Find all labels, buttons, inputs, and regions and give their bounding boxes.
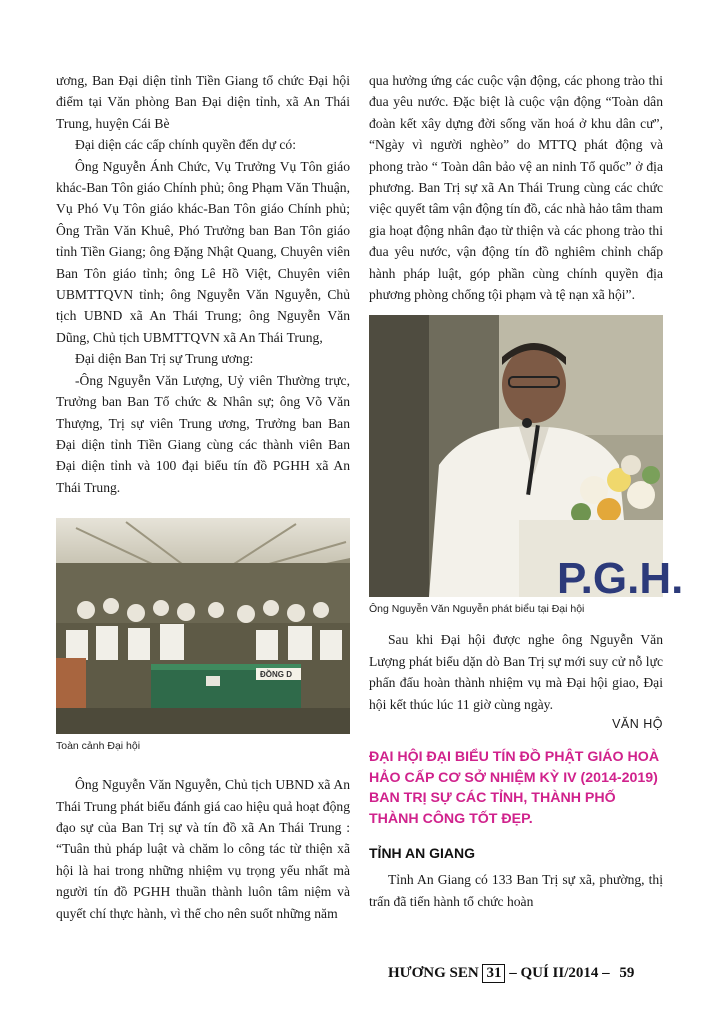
paragraph: Sau khi Đại hội được nghe ông Nguyễn Văn Lượng phát biểu dặn dò Ban Trị sự mới suy cử nỗ lực phấn đấu hoàn thành nhiệm vụ mà Đại hội giao, Đại hội kết thúc lúc 11 giờ cùng ngày. <box>369 632 663 712</box>
paragraph: Đại diện Ban Trị sự Trung ương: <box>75 351 254 367</box>
photo-caption: Toàn cảnh Đại hội <box>56 740 141 753</box>
photo-banner-text: P.G.H. <box>557 554 684 604</box>
speaker-photo <box>369 315 684 604</box>
speaker-illustration <box>369 315 684 604</box>
paragraph: Tỉnh An Giang có 133 Ban Trị sự xã, phường, thị trấn đã tiến hành tổ chức hoàn <box>369 872 663 909</box>
paragraph: -Ông Nguyễn Văn Lượng, Uỷ viên Thường trực, Trưởng ban Ban Tổ chức & Nhân sự; ông Võ Văn Thượng, Trị sự viên Trung ương, Trưởng ban Ban Đại diện tỉnh Tiền Giang cùng các thành viên Ban Đại diện tỉnh và 100 đại biểu tín đồ PGHH xã An Thái Trung. <box>56 372 350 495</box>
page-footer <box>388 964 688 983</box>
author-signature: VĂN HỘ <box>612 717 663 732</box>
article-headline: ĐẠI HỘI ĐẠI BIỂU TÍN ĐỒ PHẬT GIÁO HOÀ HẢO CẤP CƠ SỞ NHIỆM KỲ IV (2014-2019) BAN TRỊ SỰ CÁC TỈNH, THÀNH PHỐ THÀNH CÔNG TỐT ĐẸP. <box>369 749 660 827</box>
paragraph: qua hưởng ứng các cuộc vận động, các phong trào thi đua yêu nước. Đặc biệt là cuộc vận động “Toàn dân đoàn kết xây dựng đời sống văn hoá ở khu dân cư”, “Ngày vì người nghèo” do MTTQ phát động và phong trào “ Toàn dân bảo vệ an ninh Tổ quốc” ở địa phương. Ban Trị sự xã An Thái Trung cùng các chức việc quyết tâm vận động tín đồ, các nhà hảo tâm tham gia hoạt động nhân đạo từ thiện và các phong trào thi đua yêu nước, vận động tín đồ nghiêm chỉnh chấp hành pháp luật, góp phần cùng chính quyền địa phương phòng chống tội phạm và tệ nạn xã hội”. <box>369 73 663 303</box>
left-column <box>56 70 350 924</box>
photo-sign-text: ĐỒNG D <box>260 670 292 680</box>
congress-overview-photo <box>56 518 350 734</box>
page-number: 59 <box>619 965 635 981</box>
quarter-label: – QUÍ II/2014 – <box>509 965 610 981</box>
right-column <box>369 70 684 912</box>
magazine-name: HƯƠNG SEN <box>388 965 479 981</box>
paragraph: Ông Nguyễn Văn Nguyễn, Chủ tịch UBND xã An Thái Trung phát biểu đánh giá cao hiệu quả hoạt động đạo sự của Ban Trị sự và tín đồ xã An Thái Trung : “Tuân thủ pháp luật và chăm lo công tác từ thiện xã hội là hai trong những nhiệm vụ trọng yếu nhất mà người tín đồ PGHH thuần thành luôn tâm niệm và quyết chí thực hành, vì thế cho nên suốt những năm <box>56 777 350 921</box>
congress-hall-illustration <box>56 518 350 734</box>
paragraph: Đại diện các cấp chính quyền đến dự có: <box>75 137 297 153</box>
photo-caption: Ông Nguyễn Văn Nguyễn phát biểu tại Đại hội <box>369 603 585 616</box>
paragraph: Ông Nguyễn Ánh Chức, Vụ Trưởng Vụ Tôn giáo khác-Ban Tôn giáo Chính phủ; ông Phạm Văn Thuận, Vụ Phó Vụ Tôn giáo khác-Ban Tôn giáo Chính phủ; Ông Trần Văn Khuê, Phó Trưởng ban Ban Tôn giáo tỉnh Tiền Giang; ông Đặng Nhật Quang, Chuyên viên Ban Tôn giáo tỉnh; ông Lê Hồ Việt, Chuyên viên UBMTTQVN tỉnh; ông Nguyễn Văn Nguyễn, Chủ tịch UBND xã An Thái Trung; ông Nguyễn Văn Dũng, Chủ tịch UBMTTQVN xã An Thái Trung, <box>56 158 350 345</box>
section-subhead: TỈNH AN GIANG <box>369 845 476 862</box>
issue-number: 31 <box>482 964 505 983</box>
paragraph: ương, Ban Đại diện tỉnh Tiền Giang tổ chức Đại hội điểm tại Văn phòng Ban Đại diện tỉnh, xã An Thái Trung, huyện Cái Bè <box>56 73 350 131</box>
